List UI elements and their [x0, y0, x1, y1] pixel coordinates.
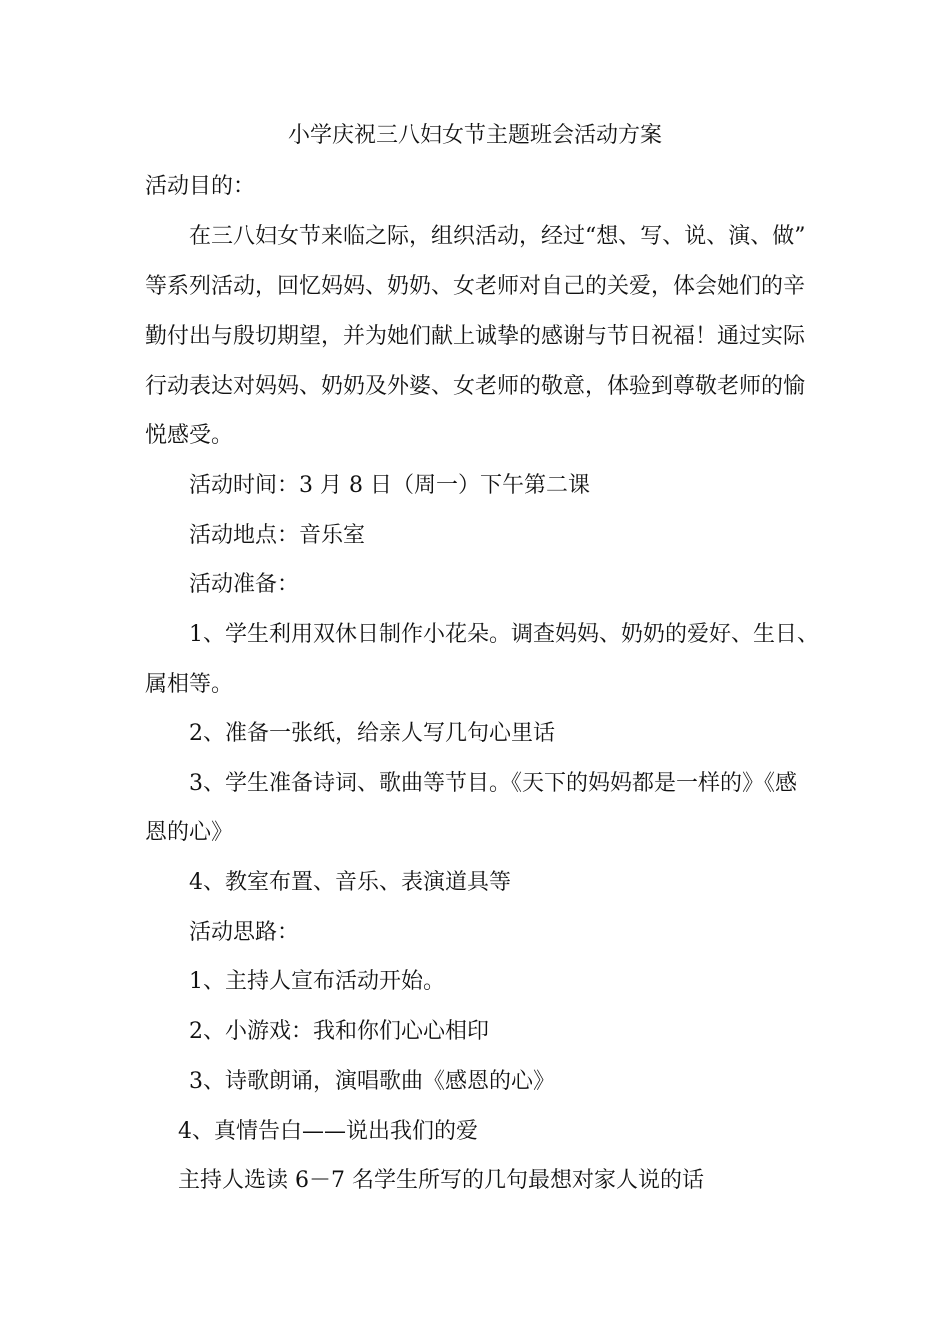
idea-item-2: 2、小游戏：我和你们心心相印 — [189, 1019, 489, 1044]
idea-item-1: 1、主持人宣布活动开始。 — [189, 969, 445, 994]
idea-item-4-detail: 主持人选读 6－7 名学生所写的几句最想对家人说的话 — [178, 1168, 704, 1193]
prep-item-1-line-1: 1、学生利用双休日制作小花朵。调查妈妈、奶奶的爱好、生日、 — [189, 622, 819, 647]
prep-item-3-line-1: 3、学生准备诗词、歌曲等节目。《天下的妈妈都是一样的》《感 — [189, 771, 797, 796]
purpose-line-4: 行动表达对妈妈、奶奶及外婆、女老师的敬意，体验到尊敬老师的愉 — [145, 374, 806, 399]
activity-place: 活动地点：音乐室 — [189, 523, 366, 548]
document-title: 小学庆祝三八妇女节主题班会活动方案 — [287, 123, 662, 148]
prep-item-2: 2、准备一张纸，给亲人写几句心里话 — [189, 721, 555, 746]
purpose-line-3: 勤付出与殷切期望，并为她们献上诚挚的感谢与节日祝福！通过实际 — [145, 324, 806, 349]
ideas-heading: 活动思路： — [189, 920, 300, 945]
purpose-line-2: 等系列活动，回忆妈妈、奶奶、女老师对自己的关爱，体会她们的辛 — [145, 274, 806, 299]
purpose-line-1: 在三八妇女节来临之际，组织活动，经过“想、写、说、演、做” — [189, 224, 806, 249]
activity-time: 活动时间：3 月 8 日（周一）下午第二课 — [189, 473, 590, 498]
idea-item-3: 3、诗歌朗诵，演唱歌曲《感恩的心》 — [189, 1069, 555, 1094]
purpose-heading: 活动目的： — [145, 174, 256, 199]
prep-heading: 活动准备： — [189, 572, 300, 597]
purpose-line-5: 悦感受。 — [145, 423, 234, 448]
prep-item-4: 4、教室布置、音乐、表演道具等 — [189, 870, 511, 895]
prep-item-3-line-2: 恩的心》 — [145, 820, 234, 845]
idea-item-4: 4、真情告白——说出我们的爱 — [178, 1119, 478, 1144]
prep-item-1-line-2: 属相等。 — [145, 672, 234, 697]
